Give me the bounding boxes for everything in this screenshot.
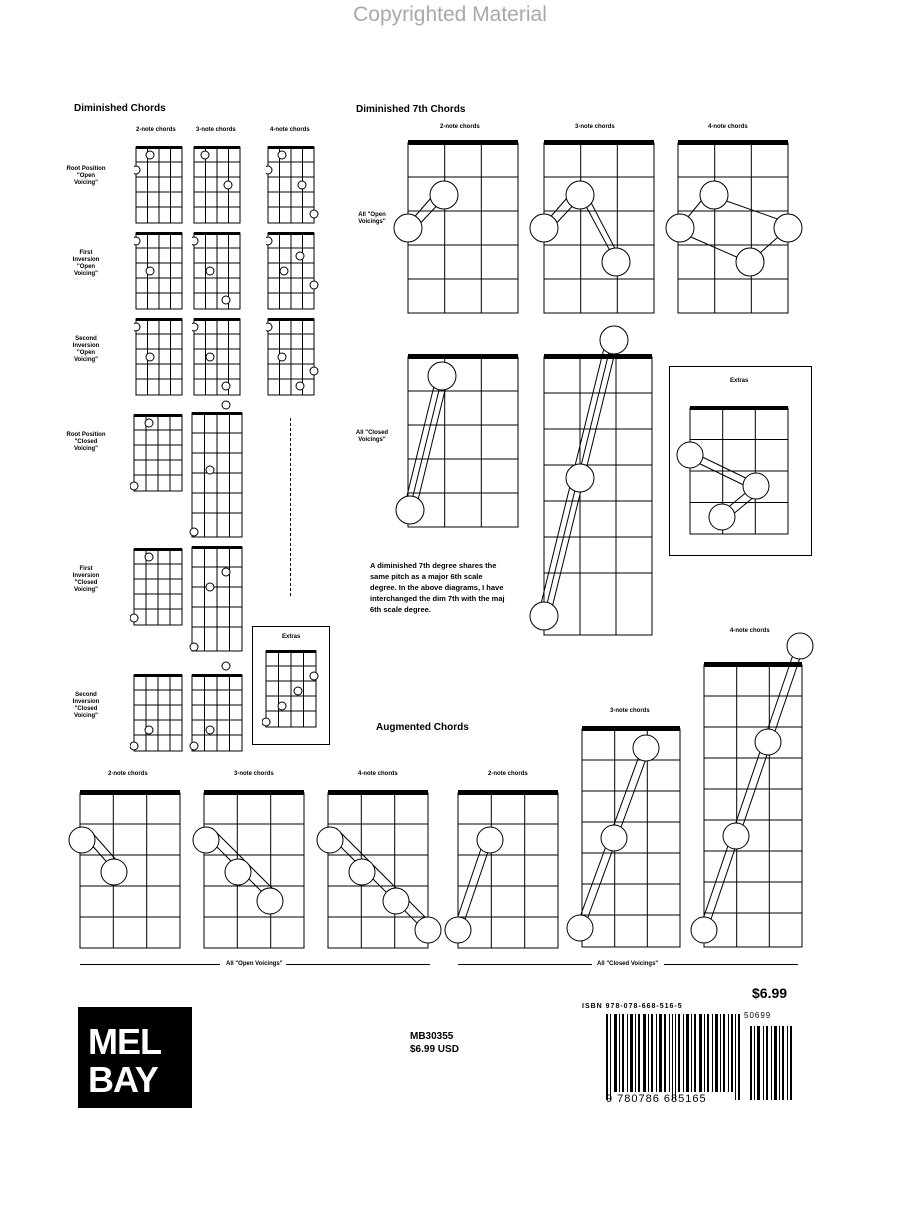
dim-col-header-3: 3-note chords <box>196 127 236 133</box>
logo-line1: MEL <box>88 1021 161 1062</box>
rule <box>80 964 220 965</box>
chord-diagram <box>526 320 656 640</box>
chord-diagram <box>266 316 322 398</box>
chord-diagram <box>130 412 184 496</box>
chord-diagram <box>314 788 444 952</box>
aug-col-header: 2-note chords <box>488 771 528 777</box>
dim7-closed-label: All "Closed Voicings" <box>355 430 389 443</box>
chord-diagram <box>130 672 184 756</box>
dim-row-label: Second Inversion "Open Voicing" <box>72 336 100 363</box>
chord-diagram <box>192 230 242 312</box>
dim-row-label: First Inversion "Closed Voicing" <box>72 566 100 593</box>
watermark: Copyrighted Material <box>353 3 547 26</box>
chord-diagram <box>188 398 246 542</box>
chord-diagram <box>134 230 184 312</box>
dim-row-label: Root Position "Open Voicing" <box>66 166 106 186</box>
aug-col-header: 2-note chords <box>108 771 148 777</box>
dim7-col-header-4: 4-note chords <box>708 124 748 130</box>
dim7-col-header-3: 3-note chords <box>575 124 615 130</box>
chord-diagram <box>392 348 522 533</box>
chord-diagram <box>188 656 246 756</box>
aug-closed-caption: All "Closed Voicings" <box>597 961 659 967</box>
chord-diagram <box>188 544 246 656</box>
barcode-price: $6.99 <box>752 985 788 1001</box>
chord-diagram <box>674 402 794 540</box>
diminished-title: Diminished Chords <box>74 103 166 114</box>
rule <box>664 964 798 965</box>
aug-open-caption: All "Open Voicings" <box>226 961 283 967</box>
dashed-divider <box>290 418 291 596</box>
rule <box>458 964 592 965</box>
price-usd: $6.99 USD <box>410 1044 459 1055</box>
augmented-title: Augmented Chords <box>376 722 469 733</box>
aug-col-header: 4-note chords <box>358 771 398 777</box>
dim-extras-label: Extras <box>282 634 301 640</box>
chord-diagram <box>440 788 560 952</box>
ean-digits: 9 780786 685165 <box>606 1093 707 1105</box>
dim-row-label: Second Inversion "Closed Voicing" <box>72 692 100 719</box>
chord-diagram <box>192 316 242 398</box>
dim7-note: A diminished 7th degree shares the same pitch as a major 6th scale degree. In the above diagrams, I have interchanged the dim 7th with the maj 6th scale degree. <box>370 561 505 614</box>
dim-col-header-4: 4-note chords <box>270 127 310 133</box>
chord-diagram <box>192 144 242 226</box>
dim-row-label: Root Position "Closed Voicing" <box>66 432 106 452</box>
chord-diagram <box>266 144 322 226</box>
chord-diagram <box>134 316 184 398</box>
chord-diagram <box>528 138 658 318</box>
aug-col-header: 3-note chords <box>610 708 650 714</box>
isbn-text: ISBN 978-078-668-516-5 <box>582 1003 683 1010</box>
aug-col-header: 4-note chords <box>730 628 770 634</box>
chord-diagram <box>66 788 186 952</box>
chord-diagram <box>392 138 522 318</box>
mel-bay-logo <box>78 1007 192 1108</box>
logo-line2: BAY <box>88 1059 158 1100</box>
chord-diagram <box>690 632 820 952</box>
dim-col-header-2: 2-note chords <box>136 127 176 133</box>
chord-diagram <box>262 648 322 732</box>
chord-diagram <box>266 230 322 312</box>
catalog-number: MB30355 <box>410 1031 454 1042</box>
addon-code: 50699 <box>744 1011 772 1020</box>
rule <box>286 964 430 965</box>
chord-diagram <box>566 722 686 952</box>
chord-diagram <box>130 546 184 630</box>
dim7-open-label: All "Open Voicings" <box>358 212 386 225</box>
chord-diagram <box>190 788 310 952</box>
chord-diagram <box>662 138 812 318</box>
catalog-block <box>410 1030 459 1056</box>
dim7-col-header-2: 2-note chords <box>440 124 480 130</box>
dim7-title: Diminished 7th Chords <box>356 104 466 115</box>
dim7-extras-label: Extras <box>730 378 749 384</box>
dim-row-label: First Inversion "Open Voicing" <box>72 250 100 277</box>
chord-diagram <box>134 144 184 226</box>
aug-col-header: 3-note chords <box>234 771 274 777</box>
